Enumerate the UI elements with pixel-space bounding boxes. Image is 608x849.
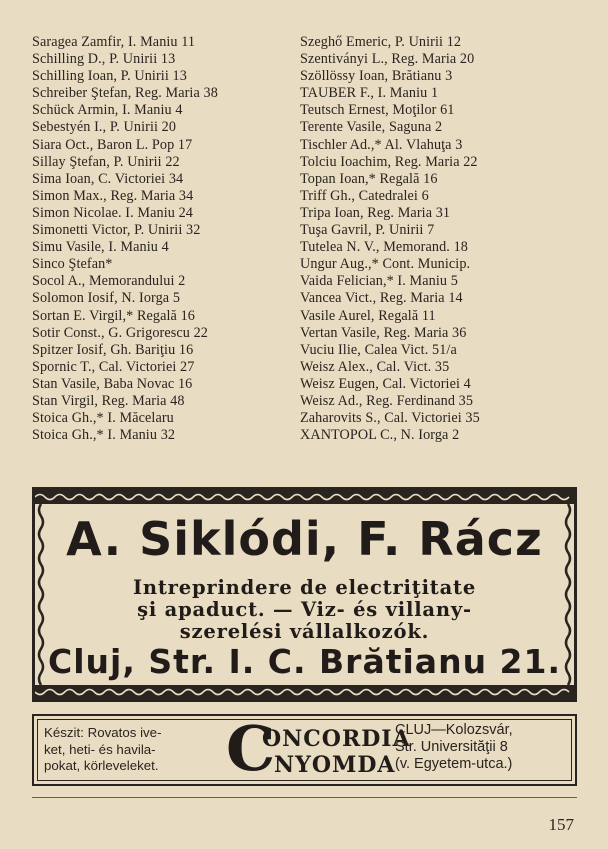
printer-services (44, 725, 194, 775)
ad-border-bottom (35, 685, 574, 699)
directory-entry: Vertan Vasile, Reg. Maria 36 (300, 324, 467, 341)
footer-divider (32, 797, 577, 798)
directory-entry: Schück Armin, I. Maniu 4 (32, 102, 183, 119)
concordia-logo (226, 712, 411, 785)
directory-entry: Triff Gh., Catedralei 6 (300, 187, 429, 204)
directory-entry: Schilling Ioan, P. Unirii 13 (32, 68, 187, 85)
directory-entry: TAUBER F., I. Maniu 1 (300, 85, 439, 102)
directory-entry: Vancea Vict., Reg. Maria 14 (300, 290, 463, 307)
ad-address: Cluj, Str. I. C. Brătianu 21. (47, 642, 562, 681)
logo-word-concordia: ONCORDIA (262, 726, 411, 752)
printer-address-line: (v. Egyetem-utca.) (395, 756, 513, 772)
directory-entry: Szentiványi L., Reg. Maria 20 (300, 51, 475, 68)
logo-initial: C (226, 712, 276, 785)
directory-entry: Solomon Iosif, N. Iorga 5 (32, 290, 181, 307)
printer-address-line: Str. Universităţii 8 (395, 739, 508, 755)
directory-entry: Sortan E. Virgil,* Regală 16 (32, 307, 195, 324)
directory-column-left (32, 34, 294, 444)
directory-entry: Siara Oct., Baron L. Pop 17 (32, 136, 193, 153)
directory-entry: Simonetti Victor, P. Unirii 32 (32, 222, 201, 239)
directory-entry: Tolciu Ioachim, Reg. Maria 22 (300, 153, 478, 170)
directory-entry: Sebestyén I., P. Unirii 20 (32, 119, 177, 136)
ad-title: A. Siklódi, F. Rácz (66, 512, 543, 566)
directory-entry: Ungur Aug.,* Cont. Municip. (300, 256, 471, 273)
printer-address-line: CLUJ—Kolozsvár, (395, 722, 513, 738)
directory-entry: Sotir Const., G. Grigorescu 22 (32, 324, 208, 341)
directory-entry: Saragea Zamfir, I. Maniu 11 (32, 34, 196, 50)
directory-listing (32, 34, 572, 444)
directory-column-right (300, 34, 572, 444)
page-number: 157 (548, 815, 574, 834)
directory-entry: Vasile Aurel, Regală 11 (300, 307, 436, 324)
printer-services-line: ket, heti- és havila- (44, 741, 156, 757)
printer-address (395, 722, 565, 773)
directory-entry: Tutelea N. V., Memorand. 18 (300, 239, 468, 256)
directory-entry: Sinco Ştefan* (32, 256, 113, 273)
directory-entry: Terente Vasile, Saguna 2 (300, 119, 443, 136)
directory-entry: Spitzer Iosif, Gh. Bariţiu 16 (32, 341, 194, 358)
directory-entry: Szöllössy Ioan, Brătianu 3 (300, 68, 453, 85)
ad-border-top (35, 490, 574, 504)
directory-entry: Zaharovits S., Cal. Victoriei 35 (300, 410, 480, 427)
directory-entry: Topan Ioan,* Regală 16 (300, 170, 438, 187)
directory-entry: Weisz Ad., Reg. Ferdinand 35 (300, 392, 474, 409)
directory-entry: Schreiber Ştefan, Reg. Maria 38 (32, 85, 218, 102)
directory-entry: Simu Vasile, I. Maniu 4 (32, 239, 169, 256)
logo-word-nyomda: NYOMDA (274, 752, 396, 778)
directory-entry: Stan Virgil, Reg. Maria 48 (32, 392, 185, 409)
directory-entry: Teutsch Ernest, Moţilor 61 (300, 102, 455, 119)
advertisement-concordia-printing (32, 714, 577, 786)
printer-services-line: Készit: Rovatos ive- (44, 725, 162, 740)
directory-entry: Simon Nicolae. I. Maniu 24 (32, 204, 194, 221)
directory-entry: XANTOPOL C., N. Iorga 2 (300, 427, 460, 444)
advertisement-siklodi-racz (32, 487, 577, 702)
directory-entry: Sillay Ştefan, P. Unirii 22 (32, 153, 180, 170)
directory-entry: Weisz Alex., Cal. Vict. 35 (300, 358, 450, 375)
directory-entry: Schilling D., P. Unirii 13 (32, 51, 176, 68)
directory-entry: Weisz Eugen, Cal. Victoriei 4 (300, 375, 471, 392)
directory-entry: Tuşa Gavril, P. Unirii 7 (300, 222, 435, 239)
printer-services-line: pokat, körleveleket. (44, 758, 159, 773)
directory-entry: Vaida Felician,* I. Maniu 5 (300, 273, 458, 290)
directory-entry: Spornic T., Cal. Victoriei 27 (32, 358, 195, 375)
ad-text-line-2: şi apaduct. — Viz- és villany- (137, 598, 472, 621)
directory-entry: Vuciu Ilie, Calea Vict. 51/a (300, 341, 457, 358)
directory-entry: Tripa Ioan, Reg. Maria 31 (300, 204, 451, 221)
directory-entry: Szeghő Emeric, P. Unirii 12 (300, 34, 462, 50)
directory-entry: Sima Ioan, C. Victoriei 34 (32, 170, 184, 187)
directory-entry: Tischler Ad.,* Al. Vlahuţa 3 (300, 136, 463, 153)
ad-text-line-3: szerelési vállalkozók. (179, 620, 430, 643)
ad-text-line-1: Intreprindere de electriţitate (132, 576, 477, 599)
directory-entry: Socol A., Memorandului 2 (32, 273, 186, 290)
directory-entry: Stoica Gh.,* I. Maniu 32 (32, 427, 176, 444)
directory-entry: Stoica Gh.,* I. Măcelaru (32, 410, 174, 427)
directory-entry: Simon Max., Reg. Maria 34 (32, 187, 194, 204)
directory-entry: Stan Vasile, Baba Novac 16 (32, 375, 193, 392)
